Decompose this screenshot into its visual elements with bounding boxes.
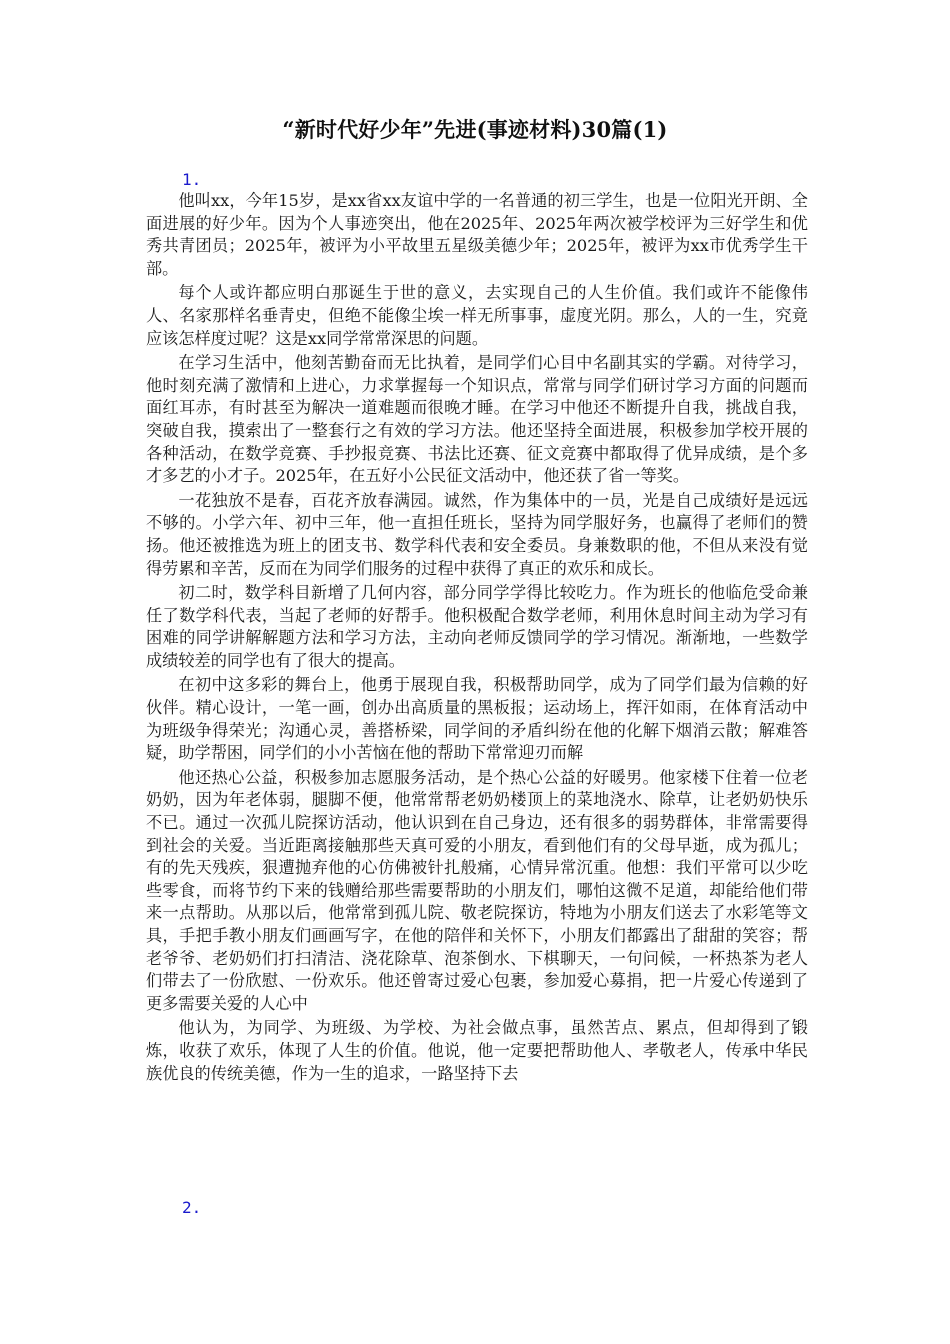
paragraph-2: 每个人或许都应明白那诞生于世的意义，去实现自己的人生价值。我们或许不能像伟人、名家那样名垂青史，但绝不能像尘埃一样无所事事，虚度光阴。那么，人的一生，究竟应该怎样度过呢？这是xx同学常常深思的问题。 — [146, 283, 808, 348]
section-number-2: 2. — [182, 1198, 202, 1217]
paragraph-8: 他认为，为同学、为班级、为学校、为社会做点事，虽然苦点、累点，但却得到了锻炼，收获了欢乐，体现了人生的价值。他说，他一定要把帮助他人、孝敬老人，传承中华民族优良的传统美德，作为一生的追求，一路坚持下去 — [146, 1018, 808, 1083]
paragraph-5: 初二时，数学科目新增了几何内容，部分同学学得比较吃力。作为班长的他临危受命兼任了数学科代表，当起了老师的好帮手。他积极配合数学老师，利用休息时间主动为学习有困难的同学讲解解题方法和学习方法，主动向老师反馈同学的学习情况。渐渐地，一些数学成绩较差的同学也有了很大的提高。 — [146, 583, 808, 670]
section-1-body — [146, 190, 808, 1087]
paragraph-4: 一花独放不是春，百花齐放春满园。诚然，作为集体中的一员，光是自己成绩好是远远不够的。小学六年、初中三年，他一直担任班长，坚持为同学服好务，也赢得了老师们的赞扬。他还被推选为班上的团支书、数学科代表和安全委员。身兼数职的他，不但从来没有觉得劳累和辛苦，反而在为同学们服务的过程中获得了真正的欢乐和成长。 — [146, 490, 808, 578]
paragraph-1: 他叫xx，今年15岁，是xx省xx友谊中学的一名普通的初三学生，也是一位阳光开朗、全面进展的好少年。因为个人事迹突出，他在2025年、2025年两次被学校评为三好学生和优秀共青团员；2025年，被评为小平故里五星级美德少年；2025年，被评为xx市优秀学生干部。 — [146, 191, 808, 278]
section-number-1: 1. — [182, 170, 202, 189]
paragraph-6: 在初中这多彩的舞台上，他勇于展现自我，积极帮助同学，成为了同学们最为信赖的好伙伴。精心设计，一笔一画，创办出高质量的黑板报；运动场上，挥汗如雨，在体育活动中为班级争得荣光；沟通心灵，善搭桥梁，同学间的矛盾纠纷在他的化解下烟消云散；解难答疑，助学帮困，同学们的小小苦恼在他的帮助下常常迎刃而解 — [146, 675, 808, 763]
paragraph-3: 在学习生活中，他刻苦勤奋而无比执着，是同学们心目中名副其实的学霸。对待学习，他时刻充满了激情和上进心，力求掌握每一个知识点，常常与同学们研讨学习方面的问题而面红耳赤，有时甚至为解决一道难题而很晚才睡。在学习中他还不断提升自我，挑战自我，突破自我，摸索出了一整套行之有效的学习方法。他还坚持全面进展，积极参加学校开展的各种活动，在数学竞赛、手抄报竞赛、书法比还赛、征文竞赛中都取得了优异成绩，是个多才多艺的小才子。2025年，在五好小公民征文活动中，他还获了省一等奖。 — [146, 353, 808, 486]
document-title: “新时代好少年”先进(事迹材料)30篇(1) — [282, 117, 668, 142]
paragraph-7: 他还热心公益，积极参加志愿服务活动，是个热心公益的好暖男。他家楼下住着一位老奶奶，因为年老体弱，腿脚不便，他常常帮老奶奶楼顶上的菜地浇水、除草，让老奶奶快乐不已。通过一次孤儿院探访活动，他认识到在自己身边，还有很多的弱势群体，非常需要得到社会的关爱。当近距离接触那些天真可爱的小朋友，看到他们有的父母早逝，成为孤儿；有的先天残疾，狠遭抛弃他的心仿佛被针扎般痛，心情异常沉重。他想：我们平常可以少吃些零食，而将节约下来的钱赠给那些需要帮助的小朋友们，哪怕这微不足道，却能给他们带来一点帮助。从那以后，他常常到孤儿院、敬老院探访，特地为小朋友们送去了水彩笔等文具，手把手教小朋友们画画写字，在他的陪伴和关怀下，小朋友们都露出了甜甜的笑容；帮老爷爷、老奶奶们打扫清洁、浇花除草、泡茶倒水、下棋聊天，一句问候，一杯热茶为老人们带去了一份欣慰、一份欢乐。他还曾寄过爱心包裹，参加爱心募捐，把一片爱心传递到了更多需要关爱的人心中 — [146, 767, 808, 1013]
